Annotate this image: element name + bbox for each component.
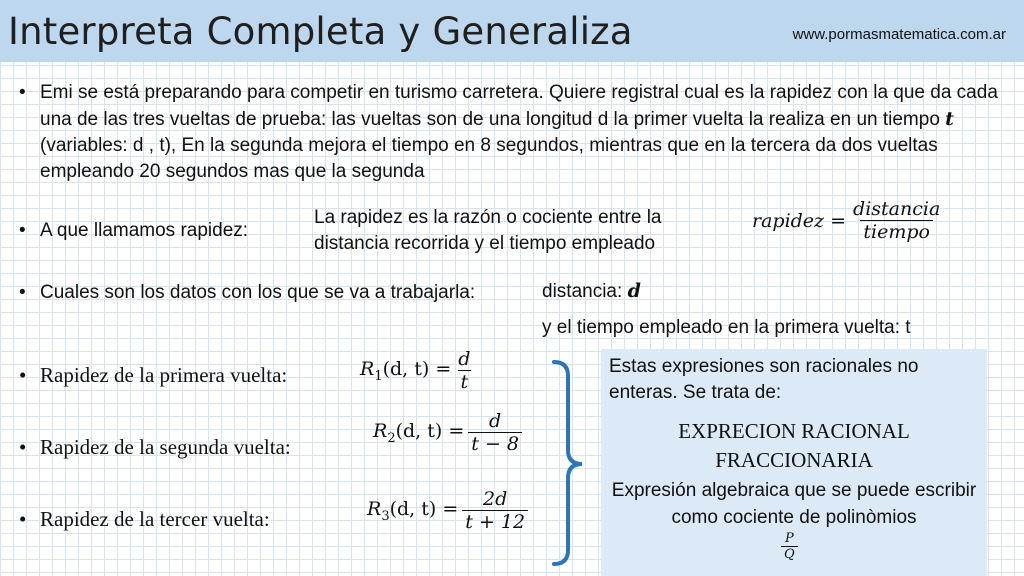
r1-args: (d, t) =	[382, 357, 452, 380]
r3-formula-lhs	[367, 498, 458, 524]
r2-subscript: 2	[387, 430, 396, 446]
pq-num: P	[784, 531, 794, 546]
rapidez-formula	[752, 198, 943, 243]
r1-bullet	[19, 362, 288, 388]
datos-distancia-var: d	[627, 280, 641, 302]
datos-distancia-label: distancia:	[542, 281, 623, 302]
problem-bullet	[19, 80, 1000, 185]
bullet-dot: •	[19, 282, 26, 303]
rapidez-formula-lhs: rapidez =	[752, 209, 847, 232]
r2-symbol: R	[373, 419, 388, 442]
r1-symbol: R	[360, 357, 375, 380]
r3-bullet	[19, 506, 270, 532]
rapidez-question: A que llamamos rapidez:	[40, 220, 249, 241]
r3-label: Rapidez de la tercer vuelta:	[40, 507, 270, 531]
info-box-intro-text: Estas expresiones son racionales no enteras. Se trata de:	[609, 356, 919, 403]
r3-fraction-den: t + 12	[462, 510, 528, 533]
bullet-dot: •	[19, 435, 27, 459]
bullet-dot: •	[19, 363, 27, 387]
rapidez-fraction	[850, 198, 943, 243]
datos-bullet	[19, 280, 476, 306]
problem-text-end: (variables: d , t), En la segunda mejora el tiempo en 8 segundos, mientras que en la tercera da dos vueltas empleando 20 segundos mas que la segunda	[40, 135, 938, 182]
datos-tiempo: y el tiempo empleado en la primera vuelta: t	[542, 317, 911, 338]
r2-formula-lhs	[373, 420, 464, 446]
r1-fraction-num: d	[458, 348, 471, 370]
info-box-intro	[601, 349, 987, 409]
rapidez-definition: La rapidez es la razón o cociente entre la distancia recorrida y el tiempo empleado	[314, 207, 662, 254]
pq-fraction	[781, 531, 798, 562]
r1-fraction-den: t	[458, 370, 472, 393]
datos-question: Cuales son los datos con los que se va a trabajarla:	[40, 282, 476, 303]
r1-label: Rapidez de la primera vuelta:	[40, 363, 288, 387]
r1-formula-lhs	[360, 358, 451, 384]
expression-type: EXPRECION RACIONAL FRACCIONARIA	[678, 419, 910, 472]
pq-den: Q	[781, 546, 798, 562]
r2-label: Rapidez de la segunda vuelta:	[40, 435, 291, 459]
problem-text: Emi se está preparando para competir en turismo carretera. Quiere registral cual es la rapidez con la que da cada una de las tres vueltas de prueba: las vueltas son de una longitud d la primer vuelta la realiza en un tiempo	[40, 82, 998, 130]
rapidez-fraction-den: tiempo	[860, 220, 933, 243]
r2-fraction-num: d	[489, 410, 502, 432]
r2-bullet	[19, 434, 291, 460]
info-box-type	[601, 409, 987, 576]
website-url: www.pormasmatematica.com.ar	[792, 26, 1006, 43]
r3-fraction	[462, 488, 528, 533]
r3-symbol: R	[367, 497, 382, 520]
r3-subscript: 3	[381, 508, 390, 524]
r2-formula	[373, 410, 522, 455]
r1-fraction	[455, 348, 473, 393]
r1-formula	[360, 348, 473, 393]
datos-distancia	[542, 278, 641, 305]
r2-fraction-den: t − 8	[468, 432, 522, 455]
expression-definition: Expresión algebraica que se puede escribir como cociente de polinòmios	[611, 480, 977, 528]
r3-fraction-num: 2d	[483, 488, 508, 510]
r3-args: (d, t) =	[389, 497, 459, 520]
right-brace-icon	[550, 358, 590, 568]
r1-subscript: 1	[374, 368, 383, 384]
r2-args: (d, t) =	[395, 419, 465, 442]
bullet-dot: •	[19, 507, 27, 531]
r3-formula	[367, 488, 528, 533]
bullet-dot: •	[19, 82, 26, 103]
problem-var-t: t	[945, 108, 954, 130]
r2-fraction	[468, 410, 522, 455]
rapidez-fraction-num: distancia	[853, 198, 941, 220]
page-title: Interpreta Completa y Generaliza	[8, 10, 633, 53]
rapidez-bullet	[19, 218, 249, 244]
bullet-dot: •	[19, 220, 26, 241]
